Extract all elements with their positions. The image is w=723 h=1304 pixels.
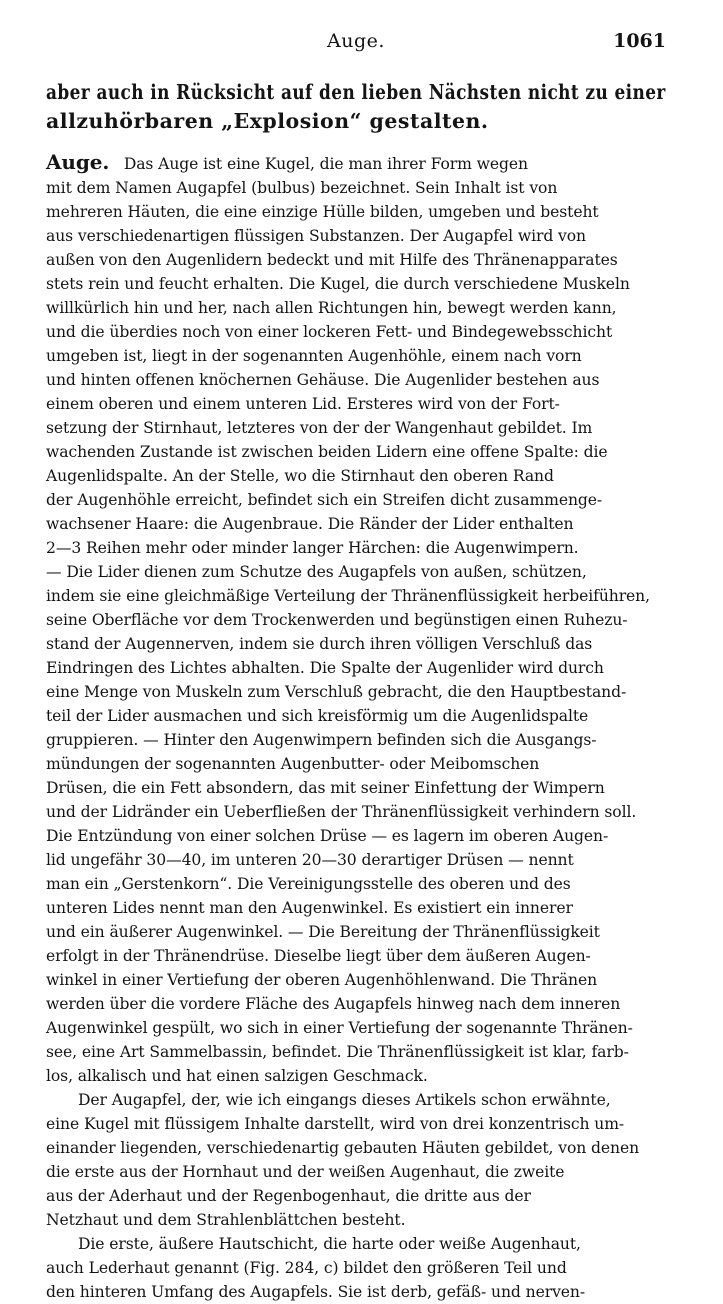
text-line: gruppieren. — Hinter den Augenwimpern befinden sich die Ausgangs- (46, 731, 597, 749)
text-line: und hinten offenen knöchernen Gehäuse. Die Augenlider bestehen aus (46, 371, 600, 389)
article-lead-word: Auge. (46, 150, 110, 174)
text-line: Die erste, äußere Hautschicht, die harte oder weiße Augenhaut, (78, 1235, 581, 1253)
running-head (46, 30, 666, 56)
text-line: teil der Lider ausmachen und sich kreisförmig um die Augenlidspalte (46, 707, 589, 725)
text-line (46, 150, 666, 176)
text-line: see, eine Art Sammelbassin, befindet. Die Thränenflüssigkeit ist klar, farb- (46, 1043, 629, 1061)
text-line: umgeben ist, liegt in der sogenannten Augenhöhle, einem nach vorn (46, 347, 582, 365)
text-line: man ein „Gerstenkorn“. Die Vereinigungsstelle des oberen und des (46, 875, 571, 893)
text-line: wachenden Zustande ist zwischen beiden Lidern eine offene Spalte: die (46, 443, 608, 461)
text-line: Der Augapfel, der, wie ich eingangs dieses Artikels schon erwähnte, (78, 1091, 611, 1109)
text-line: unteren Lides nennt man den Augenwinkel. Es existiert ein innerer (46, 899, 573, 917)
text-line: winkel in einer Vertiefung der oberen Augenhöhlenwand. Die Thränen (46, 971, 598, 989)
text-line: mehreren Häuten, die eine einzige Hülle bilden, umgeben und besteht (46, 203, 599, 221)
text-line: seine Oberfläche vor dem Trockenwerden und begünstigen einen Ruhezu- (46, 611, 628, 629)
text-line: 2—3 Reihen mehr oder minder langer Härchen: die Augenwimpern. (46, 539, 579, 557)
text-line: aber auch in Rücksicht auf den lieben Nächsten nicht zu einer (46, 80, 666, 104)
text-line: auch Lederhaut genannt (Fig. 284, c) bildet den größeren Teil und (46, 1259, 567, 1277)
text-line: Netzhaut und dem Strahlenblättchen besteht. (46, 1211, 406, 1229)
text-line: indem sie eine gleichmäßige Verteilung der Thränenflüssigkeit herbeiführen, (46, 587, 650, 605)
text-line: eine Menge von Muskeln zum Verschluß gebracht, die den Hauptbestand- (46, 683, 627, 701)
text-line: einander liegenden, verschiedenartig gebauten Häuten gebildet, von denen (46, 1139, 640, 1157)
book-page (46, 30, 666, 1304)
text-line: und die überdies noch von einer lockeren Fett- und Bindegewebsschicht (46, 323, 613, 341)
text-line: Eindringen des Lichtes abhalten. Die Spalte der Augenlider wird durch (46, 659, 604, 677)
text-line: stand der Augennerven, indem sie durch ihren völligen Verschluß das (46, 635, 593, 653)
intro-text (46, 78, 666, 136)
text-line: die erste aus der Hornhaut und der weißen Augenhaut, die zweite (46, 1163, 565, 1181)
article-auge (46, 150, 666, 1304)
text-fragment: Das Auge ist eine Kugel, die man ihrer Form wegen (123, 155, 529, 173)
text-line: — Die Lider dienen zum Schutze des Augapfels von außen, schützen, (46, 563, 587, 581)
text-line: Augenlidspalte. An der Stelle, wo die Stirnhaut den oberen Rand (46, 467, 554, 485)
text-line: werden über die vordere Fläche des Augapfels hinweg nach dem inneren (46, 995, 621, 1013)
text-line: der Augenhöhle erreicht, befindet sich ein Streifen dicht zusammenge- (46, 491, 603, 509)
text-line: außen von den Augenlidern bedeckt und mit Hilfe des Thränenapparates (46, 251, 618, 269)
text-line: und der Lidränder ein Ueberfließen der Thränenflüssigkeit verhindern soll. (46, 803, 637, 821)
text-line: eine Kugel mit flüssigem Inhalte darstellt, wird von drei konzentrisch um- (46, 1115, 625, 1133)
text-line: mündungen der sogenannten Augenbutter- oder Meibomschen (46, 755, 540, 773)
text-line: willkürlich hin und her, nach allen Richtungen hin, bewegt werden kann, (46, 299, 617, 317)
text-line: und ein äußerer Augenwinkel. — Die Bereitung der Thränenflüssigkeit (46, 923, 600, 941)
text-line: einem oberen und einem unteren Lid. Ersteres wird von der Fort- (46, 395, 560, 413)
text-line: wachsener Haare: die Augenbraue. Die Ränder der Lider enthalten (46, 515, 574, 533)
text-line: stets rein und feucht erhalten. Die Kugel, die durch verschiedene Muskeln (46, 275, 630, 293)
text-line: den hinteren Umfang des Augapfels. Sie ist derb, gefäß- und nerven- (46, 1283, 586, 1301)
text-line: aus der Aderhaut und der Regenbogenhaut, die dritte aus der (46, 1187, 531, 1205)
page-number: 1061 (613, 30, 666, 52)
text-line: allzuhörbaren „Explosion“ gestalten. (46, 109, 489, 133)
text-line: aus verschiedenartigen flüssigen Substanzen. Der Augapfel wird von (46, 227, 586, 245)
running-head-title: Auge. (327, 30, 385, 52)
text-line: lid ungefähr 30—40, im unteren 20—30 derartiger Drüsen — nennt (46, 851, 574, 869)
text-line: mit dem Namen Augapfel (bulbus) bezeichnet. Sein Inhalt ist von (46, 179, 558, 197)
text-line: los, alkalisch und hat einen salzigen Geschmack. (46, 1067, 428, 1085)
text-line: setzung der Stirnhaut, letzteres von der der Wangenhaut gebildet. Im (46, 419, 593, 437)
text-line: Die Entzündung von einer solchen Drüse — es lagern im oberen Augen- (46, 827, 609, 845)
text-line: Augenwinkel gespült, wo sich in einer Vertiefung der sogenannte Thränen- (46, 1019, 633, 1037)
text-line: erfolgt in der Thränendrüse. Dieselbe liegt über dem äußeren Augen- (46, 947, 591, 965)
text-line: Drüsen, die ein Fett absondern, das mit seiner Einfettung der Wimpern (46, 779, 605, 797)
